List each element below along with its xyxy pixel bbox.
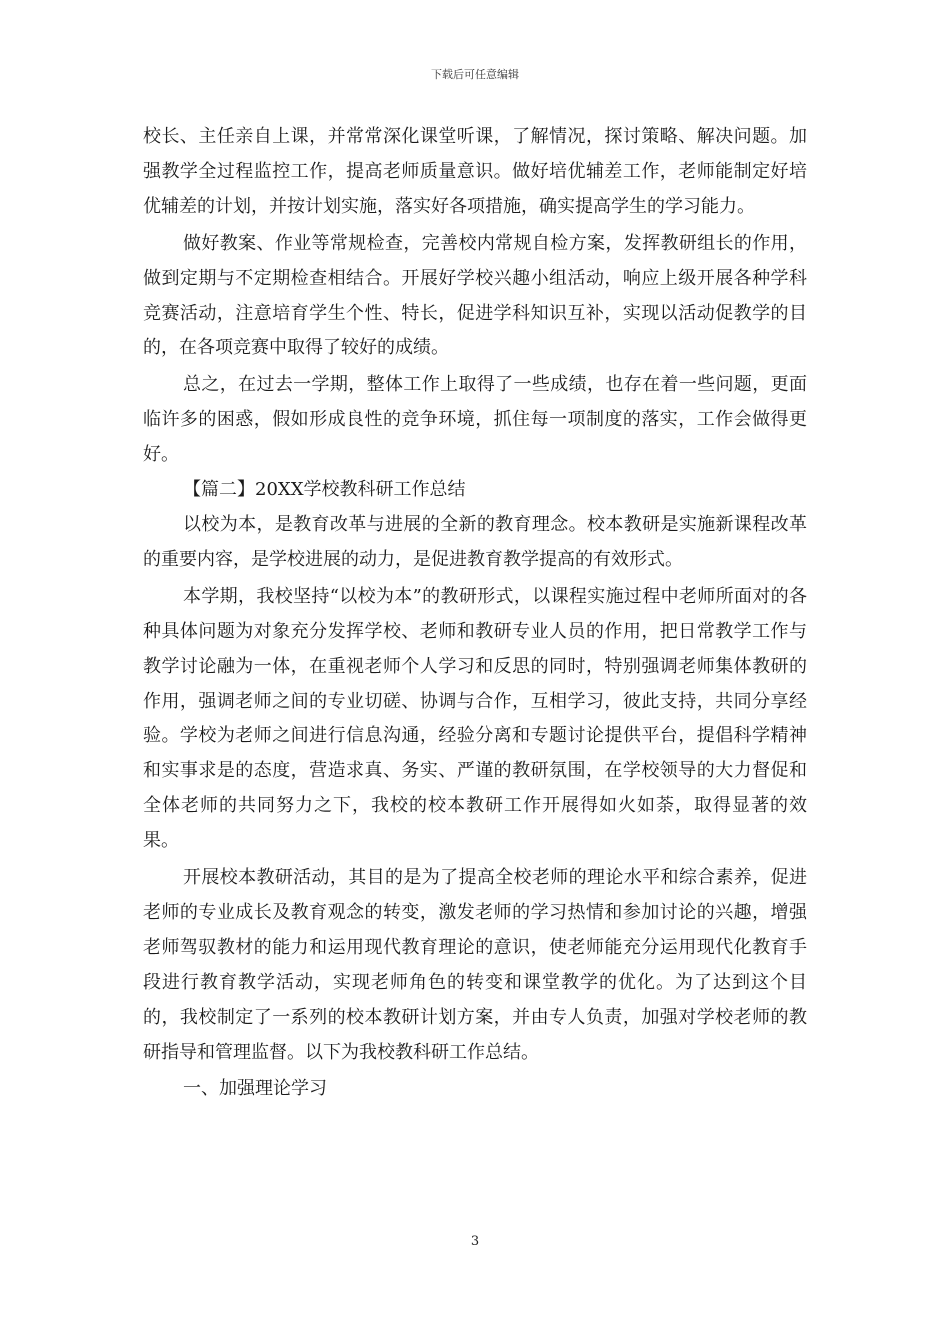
paragraph: 做好教案、作业等常规检查，完善校内常规自检方案，发挥教研组长的作用，做到定期与不定期检查相结合。开展好学校兴趣小组活动，响应上级开展各种学科竞赛活动，注意培育学生个性、特长，促进学科知识互补，实现以活动促教学的目的，在各项竞赛中取得了较好的成绩。: [143, 232, 807, 359]
page-header: 下载后可任意编辑: [431, 68, 519, 81]
paragraph: 总之，在过去一学期，整体工作上取得了一些成绩，也存在着一些问题，更面临许多的困惑，假如形成良性的竞争环境，抓住每一项制度的落实，工作会做得更好。: [143, 374, 807, 466]
page-number: 3: [470, 1234, 480, 1249]
section-heading: 【篇二】20XX学校教科研工作总结: [183, 479, 466, 501]
paragraph: 开展校本教研活动，其目的是为了提高全校老师的理论水平和综合素养，促进老师的专业成长及教育观念的转变，激发老师的学习热情和参加讨论的兴趣，增强老师驾驭教材的能力和运用现代教育理论的意识，使老师能充分运用现代化教育手段进行教育教学活动，实现老师角色的转变和课堂教学的优化。为了达到这个目的，我校制定了一系列的校本教研计划方案，并由专人负责，加强对学校老师的教研指导和管理监督。以下为我校教科研工作总结。: [143, 867, 807, 1063]
paragraph-continued: 校长、主任亲自上课，并常常深化课堂听课，了解情况，探讨策略、解决问题。加强教学全过程监控工作，提高老师质量意识。做好培优辅差工作，老师能制定好培优辅差的计划，并按计划实施，落实好各项措施，确实提高学生的学习能力。: [143, 126, 807, 217]
paragraph: 本学期，我校坚持“以校为本”的教研形式，以课程实施过程中老师所面对的各种具体问题为对象充分发挥学校、老师和教研专业人员的作用，把日常教学工作与教学讨论融为一体，在重视老师个人学习和反思的同时，特别强调老师集体教研的作用，强调老师之间的专业切磋、协调与合作，互相学习，彼此支持，共同分享经验。学校为老师之间进行信息沟通，经验分离和专题讨论提供平台，提倡科学精神和实事求是的态度，营造求真、务实、严谨的教研氛围，在学校领导的大力督促和全体老师的共同努力之下，我校的校本教研工作开展得如火如荼，取得显著的效果。: [143, 585, 807, 852]
body-text: [143, 120, 807, 1107]
paragraph: 以校为本，是教育改革与进展的全新的教育理念。校本教研是实施新课程改革的重要内容，是学校进展的动力，是促进教育教学提高的有效形式。: [143, 513, 807, 570]
subsection-heading: 一、加强理论学习: [183, 1078, 327, 1100]
